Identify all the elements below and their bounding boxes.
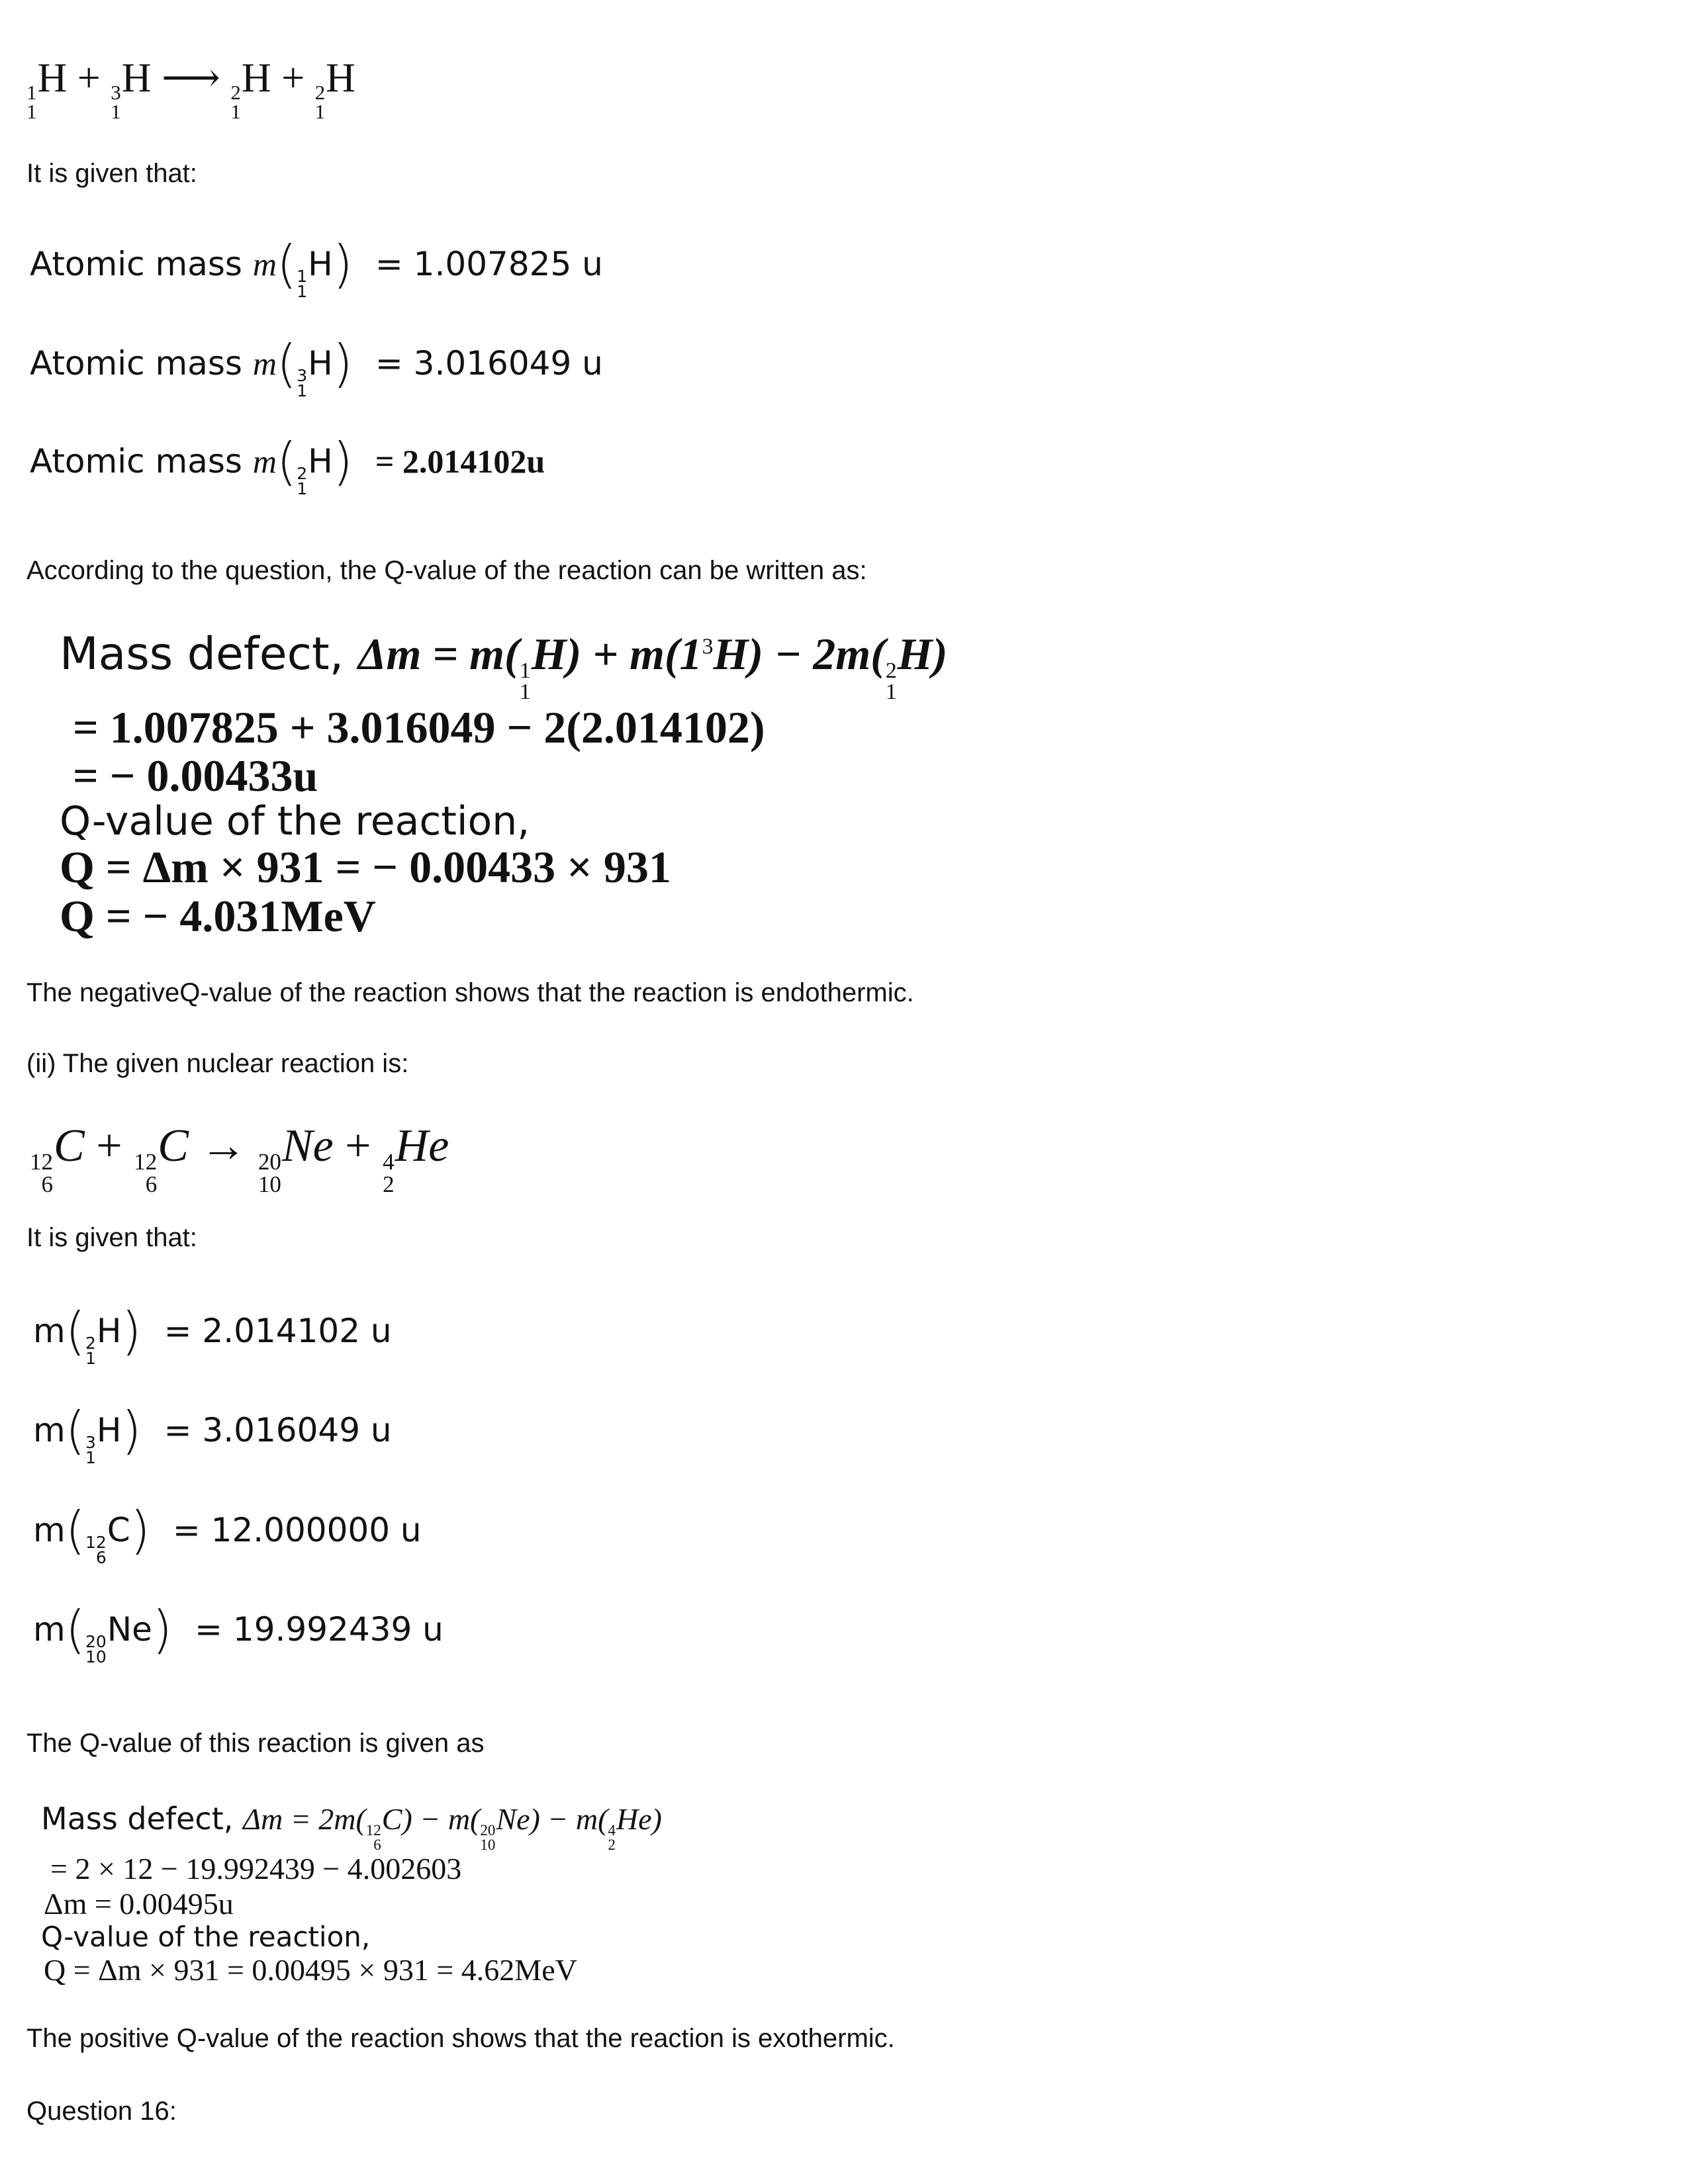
reaction-arrow: → (200, 1120, 247, 1171)
mass-defect-substitution-2: = 2 × 12 − 19.992439 − 4.002603 (50, 1852, 462, 1886)
mass-c12: m( 12 6 C) = 12.000000 u (33, 1501, 422, 1568)
q-value-intro: According to the question, the Q-value of the reaction can be written as: (26, 556, 867, 585)
given-intro-2: It is given that: (26, 1223, 197, 1252)
atomic-mass-h3: Atomic mass m( 3 1 H) = 3.016049 u (30, 334, 603, 401)
mass-defect-substitution: = 1.007825 + 3.016049 − 2(2.014102) (73, 702, 765, 752)
conclusion-exothermic: The positive Q-value of the reaction shows that the reaction is exothermic. (26, 2024, 895, 2053)
given-intro-1: It is given that: (26, 159, 197, 188)
atomic-mass-h1: Atomic mass m( 1 1 H) = 1.007825 u (30, 235, 603, 302)
mass-h3: m( 3 1 H) = 3.016049 u (33, 1401, 392, 1468)
q-value-expression-2: Q = Δm × 931 = 0.00495 × 931 = 4.62MeV (44, 1953, 577, 1987)
part-ii-intro: (ii) The given nuclear reaction is: (26, 1049, 409, 1078)
q-value-expression: Q = Δm × 931 = − 0.00433 × 931 (60, 842, 671, 893)
isotope-label: 2 1 (314, 80, 326, 124)
q-value-label: Q-value of the reaction, (60, 798, 530, 845)
isotope-label: 3 1 (111, 80, 121, 124)
calculation-1 (60, 630, 947, 940)
mass-defect-result: = − 0.00433u (73, 750, 318, 801)
mass-h2: m( 2 1 H) = 2.014102 u (33, 1302, 392, 1369)
calculation-2 (41, 1801, 662, 1988)
mass-ne20: m( 20 10 Ne) = 19.992439 u (33, 1600, 444, 1667)
q-value-intro-2: The Q-value of this reaction is given as (26, 1729, 485, 1758)
question-16-heading: Question 16: (26, 2097, 177, 2126)
mass-defect-line-2: Mass defect, Δm = 2m( 12 6 C) − m( 20 10 Ne) − m( 4 2 He) (41, 1801, 662, 1853)
isotope-label: 2 1 (230, 80, 241, 124)
conclusion-endothermic: The negativeQ-value of the reaction shows that the reaction is endothermic. (26, 978, 914, 1007)
reaction-2-equation: 12 6 C + 12 6 C → 20 10 Ne + 4 2 He (30, 1120, 449, 1197)
reaction-arrow: ⟶ (162, 56, 220, 101)
isotope-label: 1 1 (26, 80, 37, 124)
mass-defect-line: Mass defect, Δm = m( 1 1 $H) + m(1^3H) - 2m$( 2 1 H) (60, 628, 948, 705)
mass-defect-result-2: Δm = 0.00495u (44, 1886, 234, 1921)
q-value-result: Q = − 4.031MeV (60, 890, 376, 941)
q-value-label-2: Q-value of the reaction, (41, 1921, 371, 1954)
reaction-1-equation: 1 1 H + 3 1 H ⟶ 2 1 H + 2 1 H (26, 56, 355, 124)
atomic-mass-h2: Atomic mass m( 2 1 H) = 2.014102u (30, 432, 545, 499)
